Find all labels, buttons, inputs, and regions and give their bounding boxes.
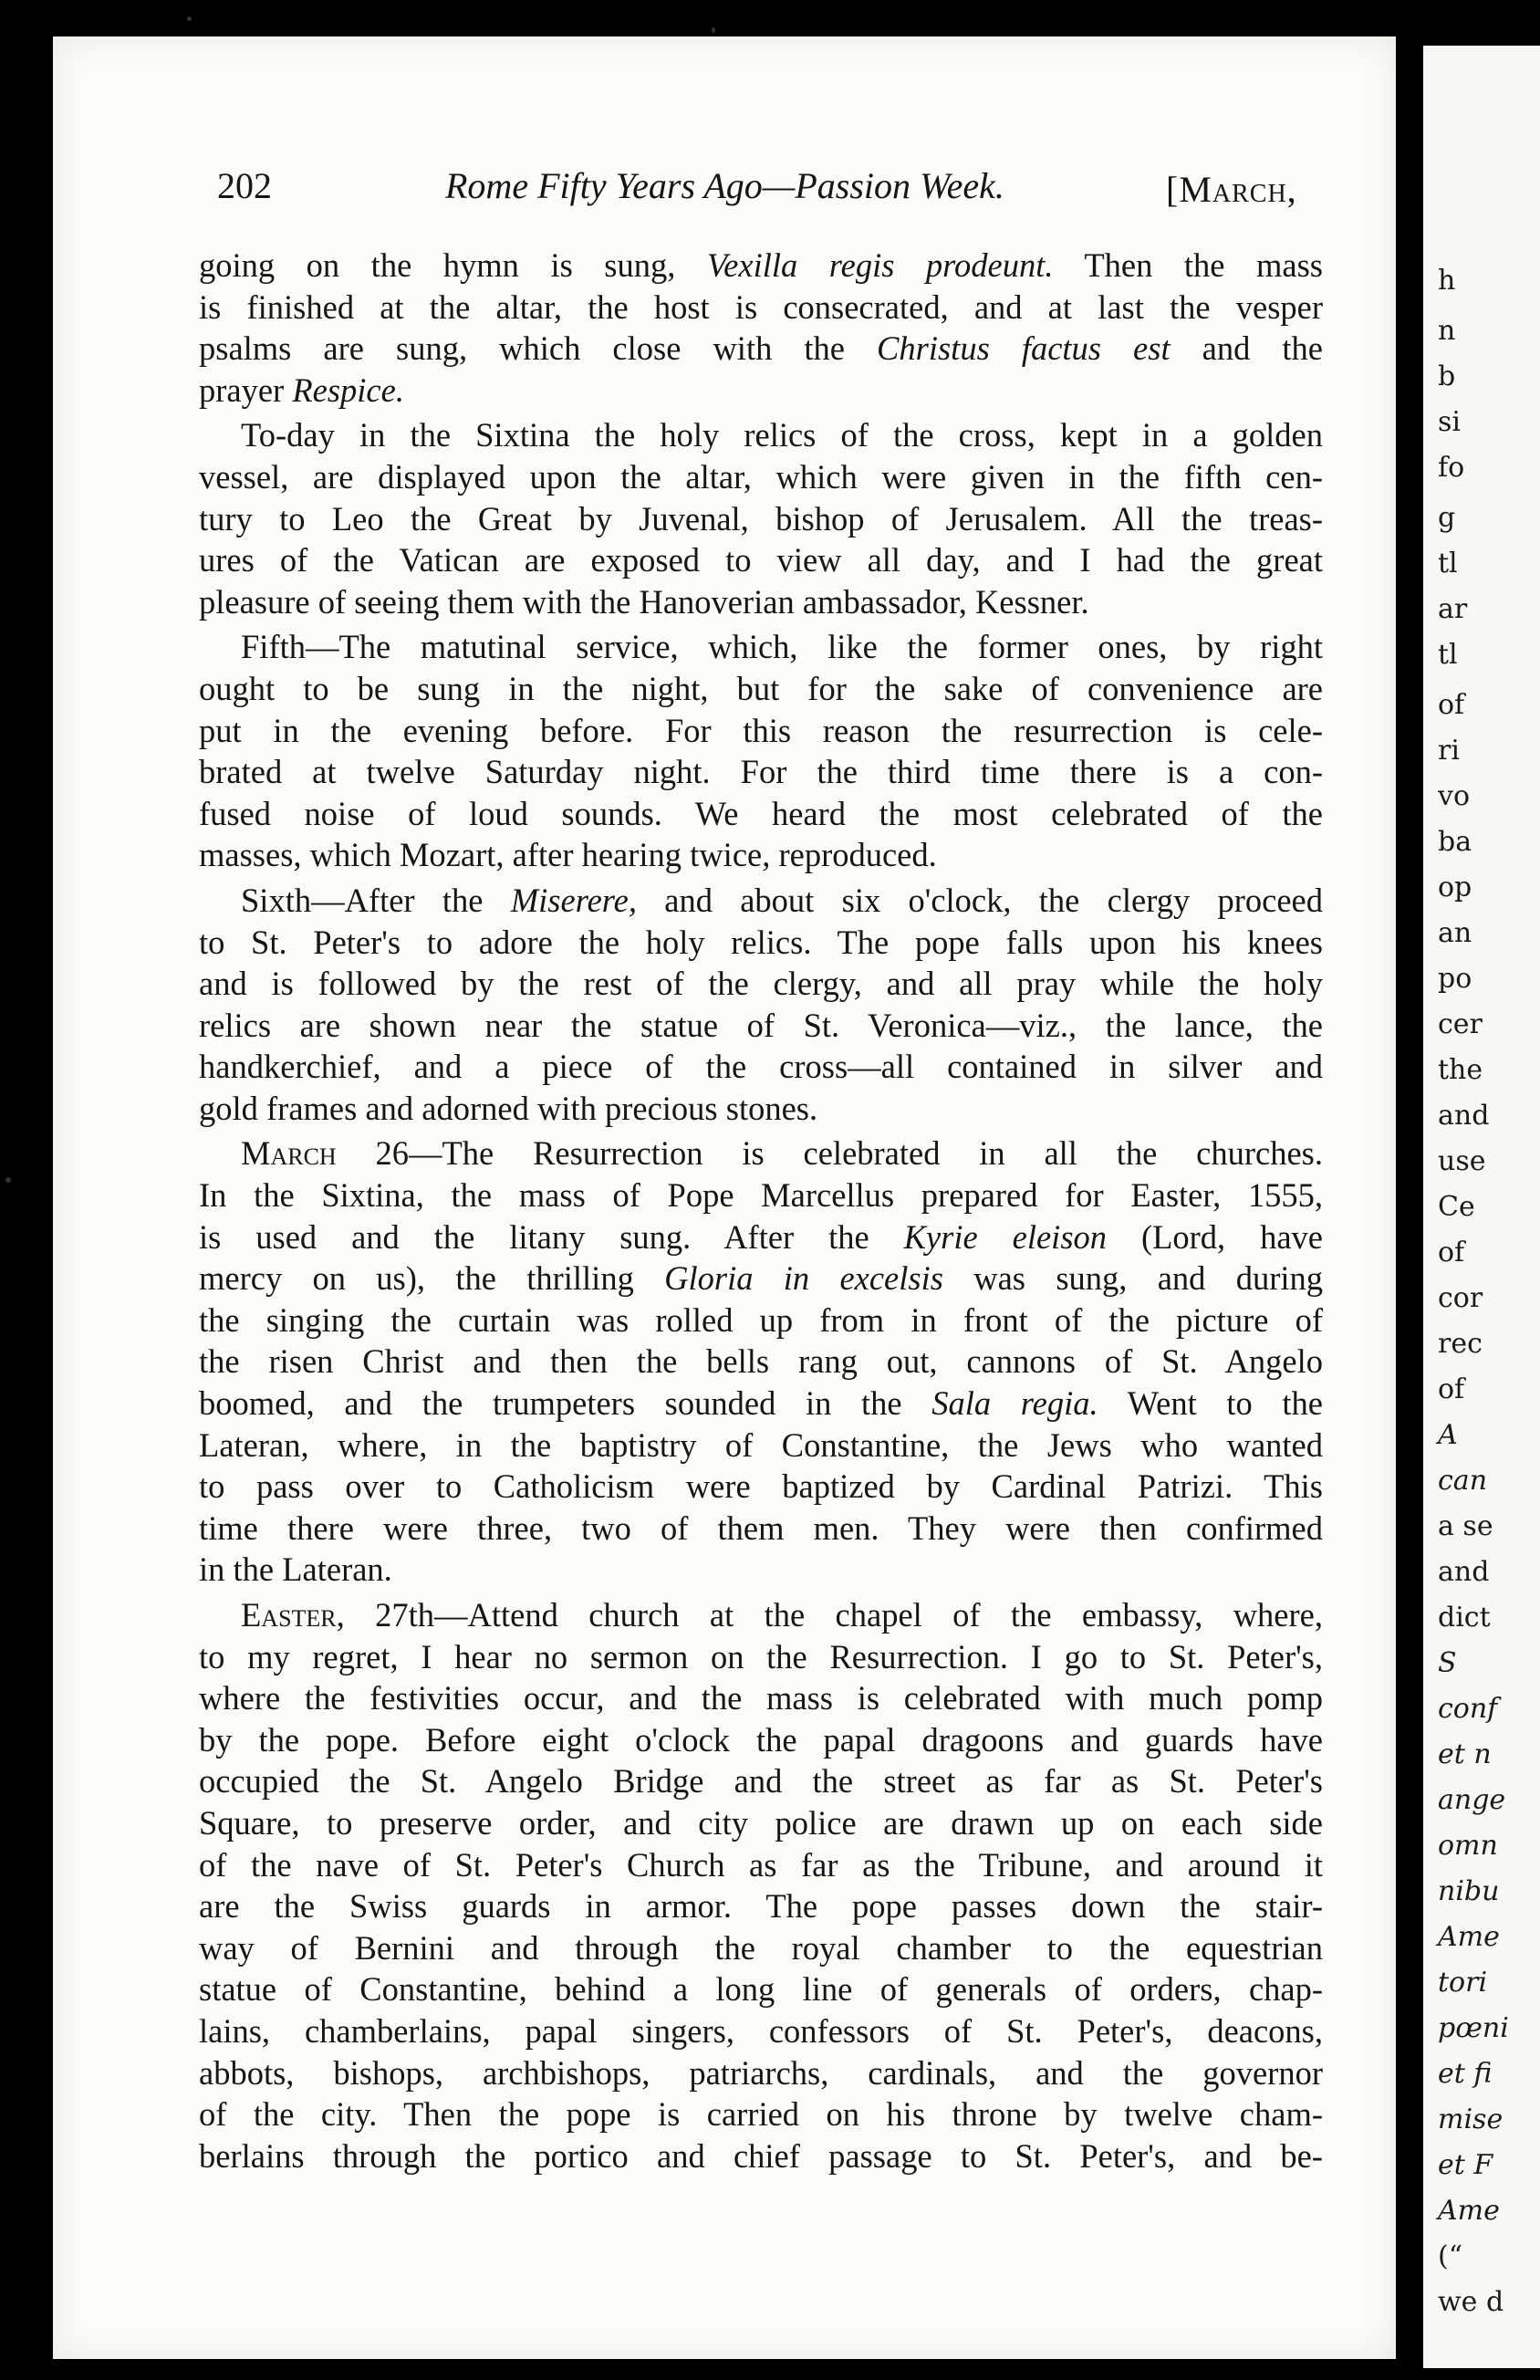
scan-speck	[187, 16, 192, 21]
text-run: 26—The Resurrection is celebrated in all the churches.	[336, 1134, 1323, 1173]
italic-run: Respice.	[292, 371, 404, 409]
text-line	[199, 1005, 1323, 1047]
text-run: the singing the curtain was rolled up from in front of the picture of	[199, 1300, 1323, 1339]
adjacent-page-fragment: mise	[1438, 2103, 1504, 2135]
text-run: the risen Christ and then the bells rang out, cannons of St. Angelo	[199, 1342, 1323, 1381]
adjacent-page-fragment: (“	[1438, 2240, 1463, 2272]
text-run: occupied the St. Angelo Bridge and the street as far as St. Peter's	[199, 1762, 1323, 1801]
text-run: is finished at the altar, the host is consecrated, and at last the vesper	[199, 287, 1323, 326]
text-run: of the nave of St. Peter's Church as far as the Tribune, and around it	[199, 1845, 1323, 1884]
text-run: and about six o'clock, the clergy proceed	[636, 881, 1323, 919]
italic-run: Christus factus est	[877, 329, 1171, 368]
running-head	[217, 164, 1321, 219]
text-line	[199, 626, 1323, 668]
text-line	[199, 1174, 1323, 1216]
italic-run: Sala regia.	[931, 1384, 1098, 1423]
text-run: handkerchief, and a piece of the cross—all contained in silver and	[199, 1048, 1323, 1086]
text-line	[199, 245, 1323, 287]
text-line	[199, 1594, 1323, 1636]
adjacent-page-fragment: dict	[1438, 1602, 1491, 1634]
text-line	[199, 1383, 1323, 1425]
text-line	[199, 414, 1323, 456]
text-line	[199, 710, 1323, 752]
text-run: (Lord, have	[1107, 1217, 1323, 1256]
text-run: to St. Peter's to adore the holy relics. The pope falls upon his knees	[199, 923, 1323, 961]
text-line	[199, 1300, 1323, 1341]
adjacent-page-fragment: tl	[1438, 639, 1458, 671]
text-run: way of Bernini and through the royal chamber to the equestrian	[199, 1928, 1323, 1967]
adjacent-page-fragment: Ce	[1438, 1191, 1475, 1223]
text-run: berlains through the portico and chief passage to St. Peter's, and be-	[199, 2136, 1323, 2175]
adjacent-page-fragment: and	[1438, 1556, 1490, 1588]
text-run: relics are shown near the statue of St. Veronica—viz., the lance, the	[199, 1006, 1323, 1044]
text-run: tury to Leo the Great by Juvenal, bishop of Jerusalem. All the treas-	[199, 499, 1323, 538]
adjacent-page-fragment: Ame	[1438, 2195, 1500, 2227]
adjacent-page-fragment: ar	[1438, 593, 1468, 625]
running-title: Rome Fifty Years Ago—Passion Week.	[445, 165, 1004, 206]
text-line	[199, 1216, 1323, 1258]
adjacent-page-fragment: nibu	[1438, 1875, 1500, 1907]
adjacent-page-fragment: et F	[1438, 2149, 1493, 2181]
adjacent-page-fragment: b	[1438, 360, 1456, 392]
adjacent-page-fragment: Ame	[1438, 1921, 1500, 1953]
text-line	[199, 581, 1323, 623]
scan-speck	[712, 27, 715, 33]
text-run: put in the evening before. For this reason the resurrection is cele-	[199, 711, 1323, 749]
italic-run: Kyrie eleison	[903, 1217, 1108, 1256]
adjacent-page-fragment: tori	[1438, 1967, 1488, 1999]
text-line	[199, 287, 1323, 329]
text-run: fused noise of loud sounds. We heard the most celebrated of the	[199, 794, 1323, 832]
adjacent-page-fragment: cor	[1438, 1282, 1483, 1314]
text-run: to my regret, I hear no sermon on the Resurrection. I go to St. Peter's,	[199, 1637, 1323, 1675]
text-line	[199, 1760, 1323, 1802]
adjacent-page-fragment: of	[1438, 689, 1465, 721]
text-run: and is followed by the rest of the clergy, and all pray while the holy	[199, 965, 1323, 1003]
text-line	[199, 922, 1323, 964]
text-run: boomed, and the trumpeters sounded in the	[199, 1384, 932, 1423]
adjacent-page-fragment: ange	[1438, 1784, 1506, 1816]
text-run: of the city. Then the pope is carried on his throne by twelve cham-	[199, 2095, 1323, 2134]
adjacent-page-fragment: the	[1438, 1054, 1483, 1086]
scan-speck	[5, 1177, 11, 1183]
text-run: by the pope. Before eight o'clock the papal dragoons and guards have	[199, 1720, 1323, 1759]
text-line	[199, 1425, 1323, 1467]
text-run: lains, chamberlains, papal singers, confessors of St. Peter's, deacons,	[199, 2011, 1323, 2050]
text-line	[199, 1677, 1323, 1719]
text-run: abbots, bishops, archbishops, patriarchs, cardinals, and the governor	[199, 2053, 1323, 2092]
text-line	[199, 370, 1323, 412]
adjacent-page-fragment: a se	[1438, 1510, 1493, 1542]
text-run: was sung, and during	[942, 1259, 1323, 1298]
adjacent-page-fragment: cer	[1438, 1008, 1483, 1040]
italic-run: Miserere,	[510, 881, 637, 919]
adjacent-page-fragment: ba	[1438, 826, 1472, 858]
text-run: in the Lateran.	[199, 1550, 392, 1589]
text-line	[199, 963, 1323, 1005]
text-line	[199, 1549, 1323, 1591]
text-line	[199, 793, 1323, 835]
italic-run: Gloria in excelsis	[664, 1259, 943, 1298]
adjacent-page-fragment: conf	[1438, 1693, 1498, 1725]
text-run: to pass over to Catholicism were baptized by Cardinal Patrizi. This	[199, 1467, 1323, 1506]
text-run: Lateran, where, in the baptistry of Constantine, the Jews who wanted	[199, 1425, 1323, 1464]
text-run: and the	[1170, 329, 1323, 368]
adjacent-page-fragment: pœni	[1438, 2012, 1509, 2044]
text-run: gold frames and adorned with precious stones.	[199, 1089, 818, 1127]
text-line	[199, 328, 1323, 370]
text-line	[199, 1046, 1323, 1088]
text-run: masses, which Mozart, after hearing twice, reproduced.	[199, 836, 937, 874]
text-run: statue of Constantine, behind a long line of generals of orders, chap-	[199, 1970, 1323, 2009]
text-line	[199, 1088, 1323, 1130]
adjacent-page-fragment: can	[1438, 1465, 1488, 1497]
text-line	[199, 1885, 1323, 1927]
text-line	[199, 880, 1323, 922]
adjacent-page-fragment: omn	[1438, 1830, 1498, 1862]
text-line	[199, 2093, 1323, 2135]
text-line	[199, 1968, 1323, 2010]
adjacent-page-fragment: A	[1438, 1419, 1458, 1451]
adjacent-page-fragment: po	[1438, 963, 1472, 995]
text-line	[199, 1341, 1323, 1383]
text-run: is used and the litany sung. After the	[199, 1217, 904, 1256]
adjacent-page-edge	[1423, 46, 1540, 2368]
text-line	[199, 1844, 1323, 1886]
text-line	[199, 1636, 1323, 1678]
text-line	[199, 668, 1323, 710]
text-run: time there were three, two of them men. They were then confirmed	[199, 1508, 1323, 1547]
adjacent-page-fragment: si	[1438, 406, 1461, 438]
text-run: Sixth—After the	[241, 881, 511, 919]
text-line	[199, 1802, 1323, 1844]
text-run: , 27th—Attend church at the chapel of the embassy, where,	[336, 1596, 1323, 1634]
text-run: Fifth—The matutinal service, which, like the former ones, by right	[241, 628, 1323, 666]
small-caps-run: March	[241, 1134, 337, 1173]
running-head-month: [March,	[1166, 169, 1297, 210]
text-line	[199, 1927, 1323, 1969]
adjacent-page-fragment: an	[1438, 917, 1472, 949]
text-line	[199, 498, 1323, 540]
book-page	[53, 37, 1396, 2359]
adjacent-page-fragment: use	[1438, 1145, 1486, 1177]
text-line	[199, 1508, 1323, 1550]
text-run: mercy on us), the thrilling	[199, 1259, 665, 1298]
adjacent-page-fragment: h	[1438, 265, 1456, 297]
text-run: pleasure of seeing them with the Hanoverian ambassador, Kessner.	[199, 582, 1089, 621]
text-line	[199, 2135, 1323, 2177]
adjacent-page-fragment: vo	[1438, 780, 1471, 812]
adjacent-page-fragment: fo	[1438, 452, 1465, 484]
text-run: In the Sixtina, the mass of Pope Marcellus prepared for Easter, 1555,	[199, 1176, 1323, 1215]
text-line	[199, 539, 1323, 581]
text-run: where the festivities occur, and the mass is celebrated with much pomp	[199, 1679, 1323, 1717]
text-line	[199, 1258, 1323, 1300]
adjacent-page-fragment: and	[1438, 1100, 1490, 1132]
adjacent-page-fragment: S	[1438, 1647, 1457, 1679]
text-run: vessel, are displayed upon the altar, which were given in the fifth cen-	[199, 457, 1323, 496]
text-run: ures of the Vatican are exposed to view all day, and I had the great	[199, 541, 1323, 579]
text-run: To-day in the Sixtina the holy relics of the cross, kept in a golden	[241, 416, 1323, 454]
adjacent-page-fragment: of	[1438, 1373, 1465, 1405]
adjacent-page-fragment: n	[1438, 315, 1456, 347]
adjacent-page-fragment: rec	[1438, 1328, 1483, 1360]
adjacent-page-fragment: ri	[1438, 735, 1460, 767]
adjacent-page-fragment: we d	[1438, 2286, 1504, 2318]
page-number: 202	[217, 165, 272, 206]
text-run: Then the mass	[1053, 246, 1323, 284]
adjacent-page-fragment: et n	[1438, 1738, 1492, 1770]
adjacent-page-fragment: et fi	[1438, 2058, 1493, 2090]
text-line	[199, 456, 1323, 498]
text-run: prayer	[199, 371, 293, 409]
text-line	[199, 1133, 1323, 1174]
small-caps-run: Easter	[241, 1596, 337, 1634]
text-line	[199, 2052, 1323, 2094]
text-line	[199, 751, 1323, 793]
adjacent-page-fragment: of	[1438, 1237, 1465, 1268]
text-run: ought to be sung in the night, but for the sake of convenience are	[199, 669, 1323, 707]
adjacent-page-fragment: tl	[1438, 548, 1458, 579]
italic-run: Vexilla regis prodeunt.	[706, 246, 1054, 284]
text-run: Went to the	[1098, 1384, 1323, 1423]
text-run: going on the hymn is sung,	[199, 246, 707, 284]
text-line	[199, 2010, 1323, 2052]
body-text	[199, 245, 1323, 2176]
text-run: psalms are sung, which close with the	[199, 329, 878, 368]
adjacent-page-fragment: g	[1438, 502, 1456, 534]
text-run: brated at twelve Saturday night. For the third time there is a con-	[199, 753, 1323, 791]
text-line	[199, 834, 1323, 876]
text-line	[199, 1466, 1323, 1508]
text-run: are the Swiss guards in armor. The pope passes down the stair-	[199, 1887, 1323, 1926]
adjacent-page-fragment: op	[1438, 872, 1472, 903]
text-run: Square, to preserve order, and city police are drawn up on each side	[199, 1803, 1323, 1842]
text-line	[199, 1719, 1323, 1761]
